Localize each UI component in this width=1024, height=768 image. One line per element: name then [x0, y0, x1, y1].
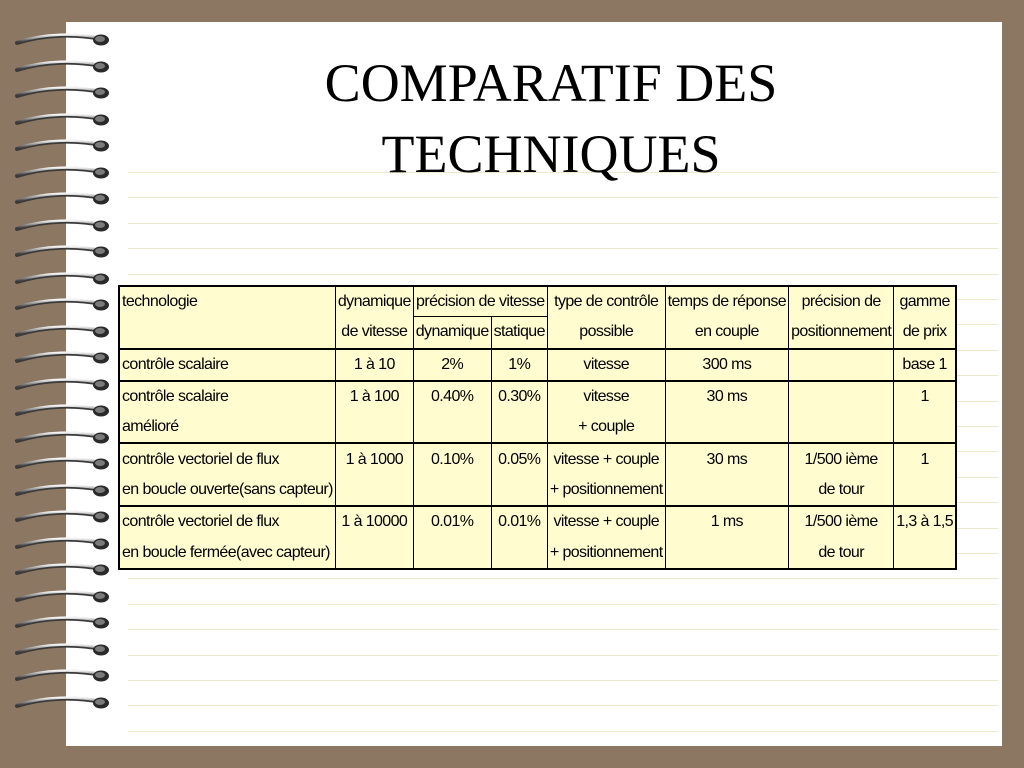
spiral-ring-icon [15, 589, 111, 605]
table-header-row [119, 286, 956, 317]
cell-technology: amélioré [119, 412, 335, 443]
cell-dynamics: 1 à 100 [335, 381, 413, 412]
cell-dynamics: 1 à 1000 [335, 443, 413, 474]
cell-price-range [894, 412, 956, 443]
spiral-ring-icon [15, 456, 111, 472]
spiral-ring-icon [15, 615, 111, 631]
cell-control-type: + couple [547, 412, 665, 443]
cell-technology: contrôle scalaire [119, 381, 335, 412]
cell-response-time: 300 ms [665, 349, 788, 381]
header-position-precision-cont: positionnement [789, 317, 894, 348]
table-row [119, 412, 956, 443]
table-row [119, 475, 956, 506]
cell-price-range [894, 475, 956, 506]
cell-dynamics: 1 à 10000 [335, 506, 413, 537]
spiral-ring-icon [15, 138, 111, 154]
comparison-table [118, 285, 957, 570]
spiral-ring-icon [15, 430, 111, 446]
cell-control-type: + positionnement [547, 537, 665, 568]
spiral-ring-icon [15, 483, 111, 499]
ruled-line [128, 705, 998, 706]
cell-precision-dynamic: 0.10% [413, 443, 491, 474]
header-price-range: gamme [894, 286, 956, 317]
cell-price-range: base 1 [894, 349, 956, 381]
cell-precision-dynamic: 0.01% [413, 506, 491, 537]
page-title [226, 48, 876, 190]
cell-control-type: vitesse [547, 381, 665, 412]
cell-control-type: + positionnement [547, 475, 665, 506]
cell-technology: en boucle fermée(avec capteur) [119, 537, 335, 568]
header-dynamic: dynamique [413, 317, 491, 348]
cell-technology: contrôle vectoriel de flux [119, 443, 335, 474]
table-row [119, 349, 956, 381]
spiral-ring-icon [15, 324, 111, 340]
header-dynamics-cont: de vitesse [335, 317, 413, 348]
table-row [119, 506, 956, 537]
spiral-ring-icon [15, 695, 111, 711]
ruled-line [128, 274, 998, 275]
cell-technology: contrôle scalaire [119, 349, 335, 381]
cell-position-precision: de tour [789, 537, 894, 568]
cell-position-precision [789, 349, 894, 381]
cell-price-range: 1 [894, 443, 956, 474]
spiral-ring-icon [15, 191, 111, 207]
ruled-line [128, 655, 998, 656]
cell-dynamics [335, 412, 413, 443]
ruled-line [128, 223, 998, 224]
header-speed-precision: précision de vitesse [413, 286, 547, 317]
cell-control-type: vitesse + couple [547, 506, 665, 537]
cell-position-precision: de tour [789, 475, 894, 506]
cell-response-time [665, 475, 788, 506]
cell-position-precision [789, 412, 894, 443]
cell-price-range: 1 [894, 381, 956, 412]
cell-precision-static [491, 537, 547, 568]
spiral-ring-icon [15, 165, 111, 181]
spiral-ring-icon [15, 271, 111, 287]
cell-precision-dynamic: 2% [413, 349, 491, 381]
table-header-row [119, 317, 956, 348]
cell-precision-static [491, 475, 547, 506]
header-price-range-cont: de prix [894, 317, 956, 348]
cell-technology: contrôle vectoriel de flux [119, 506, 335, 537]
spiral-ring-icon [15, 642, 111, 658]
cell-control-type: vitesse + couple [547, 443, 665, 474]
cell-response-time: 30 ms [665, 381, 788, 412]
cell-precision-dynamic [413, 412, 491, 443]
cell-precision-static: 0.05% [491, 443, 547, 474]
cell-precision-static [491, 412, 547, 443]
cell-dynamics [335, 537, 413, 568]
header-response-time-cont: en couple [665, 317, 788, 348]
ruled-line [128, 578, 998, 579]
ruled-line [128, 248, 998, 249]
header-position-precision: précision de [789, 286, 894, 317]
table-row [119, 381, 956, 412]
cell-response-time [665, 412, 788, 443]
spiral-ring-icon [15, 112, 111, 128]
header-technology: technologie [119, 286, 335, 317]
header-control-type-cont: possible [547, 317, 665, 348]
cell-price-range: 1,3 à 1,5 [894, 506, 956, 537]
header-static: statique [491, 317, 547, 348]
cell-technology: en boucle ouverte(sans capteur) [119, 475, 335, 506]
spiral-ring-icon [15, 536, 111, 552]
spiral-ring-icon [15, 244, 111, 260]
spiral-ring-icon [15, 218, 111, 234]
spiral-ring-icon [15, 32, 111, 48]
spiral-ring-icon [15, 668, 111, 684]
cell-response-time: 1 ms [665, 506, 788, 537]
header-response-time: temps de réponse [665, 286, 788, 317]
spiral-ring-icon [15, 403, 111, 419]
cell-precision-dynamic [413, 475, 491, 506]
cell-precision-dynamic: 0.40% [413, 381, 491, 412]
ruled-line [128, 731, 998, 732]
ruled-line [128, 197, 998, 198]
spiral-ring-icon [15, 562, 111, 578]
spiral-ring-icon [15, 59, 111, 75]
spiral-ring-icon [15, 85, 111, 101]
title-line-1: COMPARATIF DES [324, 53, 778, 113]
table-row [119, 537, 956, 568]
header-control-type: type de contrôle [547, 286, 665, 317]
ruled-line [128, 604, 998, 605]
cell-position-precision: 1/500 ième [789, 506, 894, 537]
table-row [119, 443, 956, 474]
header-dynamics: dynamique [335, 286, 413, 317]
cell-precision-static: 0.01% [491, 506, 547, 537]
cell-dynamics: 1 à 10 [335, 349, 413, 381]
cell-position-precision [789, 381, 894, 412]
cell-response-time [665, 537, 788, 568]
title-line-2: TECHNIQUES [381, 124, 721, 184]
spiral-ring-icon [15, 350, 111, 366]
cell-price-range [894, 537, 956, 568]
cell-precision-static: 0.30% [491, 381, 547, 412]
comparison-table-container [118, 285, 957, 570]
cell-precision-dynamic [413, 537, 491, 568]
spiral-ring-icon [15, 377, 111, 393]
cell-dynamics [335, 475, 413, 506]
ruled-line [128, 680, 998, 681]
cell-precision-static: 1% [491, 349, 547, 381]
cell-position-precision: 1/500 ième [789, 443, 894, 474]
spiral-ring-icon [15, 509, 111, 525]
ruled-line [128, 629, 998, 630]
cell-response-time: 30 ms [665, 443, 788, 474]
cell-control-type: vitesse [547, 349, 665, 381]
header-technology-cont [119, 317, 335, 348]
spiral-ring-icon [15, 297, 111, 313]
